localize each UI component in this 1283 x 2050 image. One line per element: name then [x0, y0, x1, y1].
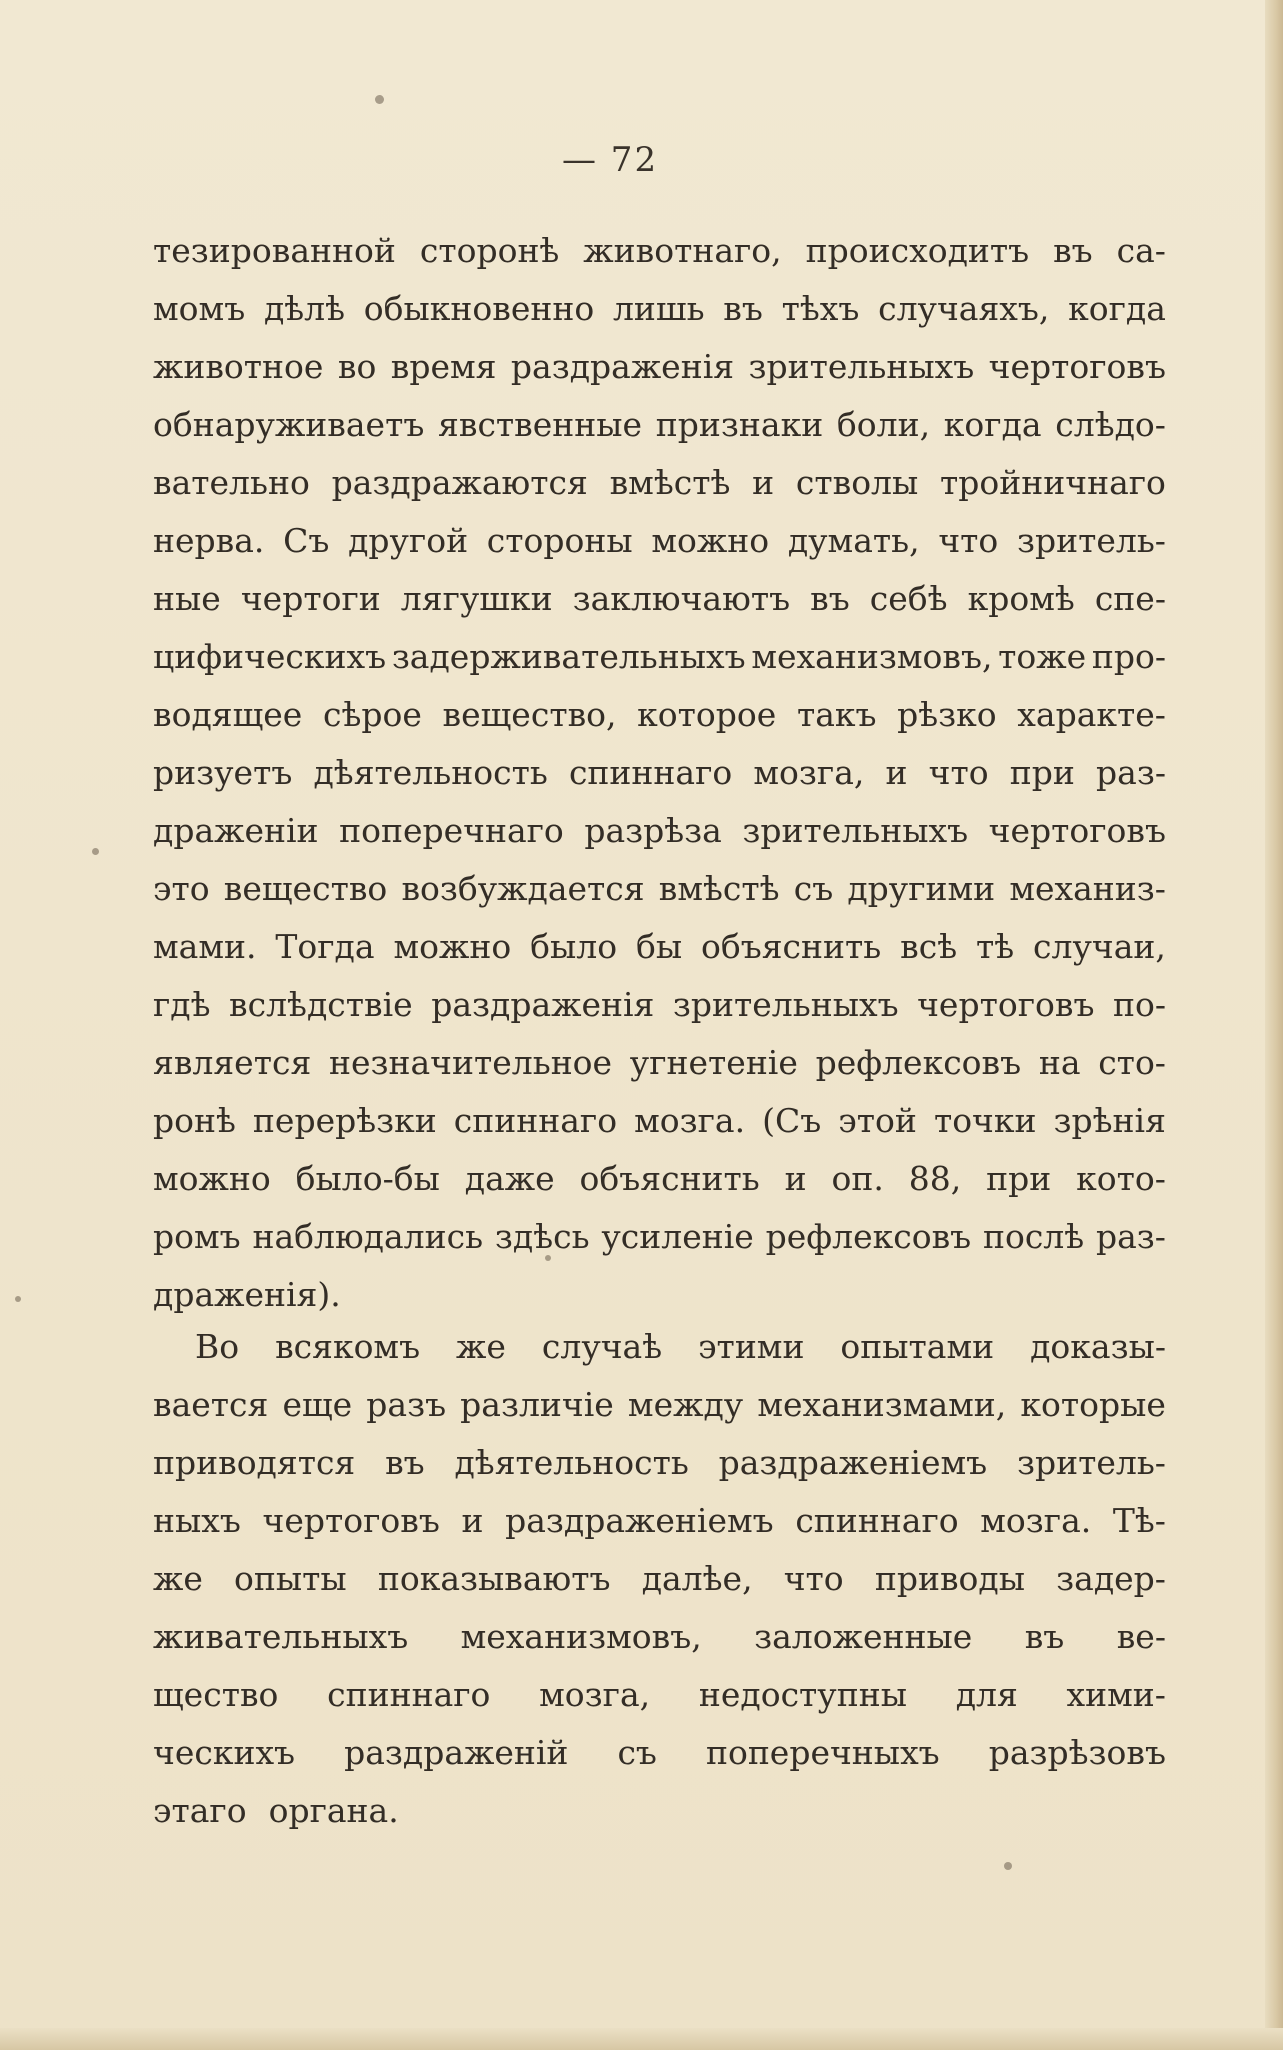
word: мозга, — [539, 1675, 651, 1714]
word: животное — [153, 347, 324, 386]
text-line — [153, 1724, 1166, 1782]
text-line — [153, 1550, 1166, 1608]
word: заложенные — [754, 1617, 973, 1656]
text-line — [153, 1092, 1166, 1150]
word: Съ — [283, 521, 330, 560]
ink-speck — [1004, 1862, 1012, 1870]
word: приводы — [874, 1559, 1025, 1598]
word: которые — [1020, 1385, 1166, 1424]
word: тоже — [998, 637, 1087, 676]
word: ромъ — [153, 1217, 241, 1256]
word: разрѣзовъ — [988, 1733, 1166, 1772]
word: происходитъ — [805, 231, 1030, 270]
word: раздраженіемъ — [718, 1443, 988, 1482]
word: разъ — [366, 1385, 447, 1424]
word: живательныхъ — [153, 1617, 409, 1656]
word: механиз- — [1009, 869, 1166, 908]
word: зрительныхъ — [742, 811, 969, 850]
word: ронѣ — [153, 1101, 236, 1140]
word: механизмовъ, — [751, 637, 993, 676]
word: что — [928, 753, 989, 792]
word: чертоги — [240, 579, 381, 618]
word: раз- — [1095, 1217, 1166, 1256]
word: дѣятельность — [313, 753, 548, 792]
word: (Съ — [762, 1101, 822, 1140]
text-line — [153, 1266, 1166, 1324]
word: послѣ — [982, 1217, 1085, 1256]
page-number: — 72 — [562, 140, 659, 180]
word: раз- — [1096, 753, 1166, 792]
word: чертоговъ — [262, 1501, 440, 1540]
word: что — [938, 521, 999, 560]
word: это — [153, 869, 210, 908]
word: зритель- — [1016, 521, 1166, 560]
word: раздраженіемъ — [505, 1501, 774, 1540]
word: вмѣстѣ — [658, 869, 780, 908]
word: момъ — [153, 289, 246, 328]
word: вательно — [153, 463, 310, 502]
word: что — [783, 1559, 844, 1598]
word: спиннаго — [795, 1501, 959, 1540]
word: усиленіе — [601, 1217, 754, 1256]
word: случаи, — [1033, 927, 1166, 966]
word: себѣ — [869, 579, 948, 618]
word: раздражаются — [331, 463, 588, 502]
word: можно — [393, 927, 512, 966]
text-line — [153, 570, 1166, 628]
word: гдѣ — [153, 985, 211, 1024]
word: тезированной — [153, 231, 396, 270]
word: поперечныхъ — [705, 1733, 940, 1772]
word: тѣхъ — [781, 289, 860, 328]
word: этой — [838, 1101, 917, 1140]
word: по- — [1112, 985, 1166, 1024]
word: наблюдались — [252, 1217, 484, 1256]
word: показываютъ — [377, 1559, 611, 1598]
word: тройничнаго — [940, 463, 1166, 502]
word: въ — [1053, 231, 1093, 270]
word: Тогда — [275, 927, 375, 966]
word: Во — [195, 1327, 240, 1366]
paragraph-2 — [153, 1318, 1166, 1840]
text-line — [153, 1034, 1166, 1092]
word: всякомъ — [275, 1327, 421, 1366]
word: раздраженія — [510, 347, 735, 386]
text-line — [153, 338, 1166, 396]
word: стороны — [486, 521, 633, 560]
word: дѣятельность — [454, 1443, 689, 1482]
word: механизмовъ, — [460, 1617, 702, 1656]
word: рѣзко — [897, 695, 997, 734]
page-edge-bottom — [0, 2028, 1283, 2050]
word: было-бы — [295, 1159, 440, 1198]
word: когда — [1068, 289, 1166, 328]
text-line — [153, 1318, 1166, 1376]
word: другими — [847, 869, 996, 908]
word: са- — [1116, 231, 1166, 270]
word: время — [390, 347, 497, 386]
word: зрѣнія — [1053, 1101, 1166, 1140]
word: кото- — [1076, 1159, 1166, 1198]
word: и — [461, 1501, 484, 1540]
word: механизмами, — [757, 1385, 1007, 1424]
word: и — [784, 1159, 807, 1198]
word: точки — [933, 1101, 1037, 1140]
word: сторонѣ — [419, 231, 560, 270]
word: ные — [153, 579, 221, 618]
word: во — [337, 347, 377, 386]
word: слѣдо- — [1055, 405, 1166, 444]
word: здѣсь — [494, 1217, 590, 1256]
text-line — [153, 1150, 1166, 1208]
word: зрительныхъ — [672, 985, 899, 1024]
ink-speck — [375, 95, 384, 104]
word: задер- — [1056, 1559, 1166, 1598]
word: этаго — [153, 1791, 247, 1830]
word: оп. — [831, 1159, 884, 1198]
word: хими- — [1066, 1675, 1166, 1714]
word: рефлексовъ — [815, 1043, 1022, 1082]
text-line — [153, 396, 1166, 454]
word: можно — [153, 1159, 271, 1198]
word: случаѣ — [541, 1327, 663, 1366]
word: при — [986, 1159, 1052, 1198]
word: задерживательныхъ — [391, 637, 746, 676]
text-line — [153, 1208, 1166, 1266]
word: заключаютъ — [572, 579, 791, 618]
word: въ — [810, 579, 850, 618]
word: на — [1038, 1043, 1081, 1082]
word: про- — [1091, 637, 1166, 676]
word: раздраженія — [431, 985, 655, 1024]
word: возбуждается — [401, 869, 645, 908]
word: же — [456, 1327, 506, 1366]
word: явственные — [438, 405, 643, 444]
word: мами. — [153, 927, 257, 966]
word: вслѣдствіе — [229, 985, 413, 1024]
word: далѣе, — [641, 1559, 753, 1598]
word: такъ — [796, 695, 877, 734]
word: лягушки — [400, 579, 553, 618]
word: кромѣ — [967, 579, 1075, 618]
word: угнетеніе — [629, 1043, 798, 1082]
text-line — [153, 1434, 1166, 1492]
word: въ — [385, 1443, 425, 1482]
word: мозга. — [634, 1101, 746, 1140]
text-line — [153, 744, 1166, 802]
word: спе- — [1094, 579, 1166, 618]
word: ческихъ — [153, 1733, 296, 1772]
word: является — [153, 1043, 312, 1082]
word: было — [530, 927, 618, 966]
word: чертоговъ — [917, 985, 1095, 1024]
word: водящее — [153, 695, 303, 734]
word: для — [955, 1675, 1018, 1714]
word: ризуетъ — [153, 753, 293, 792]
word: незначительное — [328, 1043, 613, 1082]
word: лишь — [612, 289, 705, 328]
word: еще — [282, 1385, 353, 1424]
text-line — [153, 860, 1166, 918]
word: случаяхъ, — [878, 289, 1050, 328]
word: обыкновенно — [363, 289, 595, 328]
text-line — [153, 1492, 1166, 1550]
word: ныхъ — [153, 1501, 241, 1540]
word: опыты — [234, 1559, 347, 1598]
word: этими — [698, 1327, 805, 1366]
word: драженія). — [153, 1275, 341, 1314]
word: сто- — [1098, 1043, 1166, 1082]
word: мозга, — [753, 753, 865, 792]
text-line — [153, 1376, 1166, 1434]
word: думать, — [787, 521, 920, 560]
text-line — [153, 918, 1166, 976]
word: же — [153, 1559, 203, 1598]
text-line — [153, 1782, 1166, 1840]
word: когда — [943, 405, 1042, 444]
word: дѣлѣ — [263, 289, 346, 328]
ink-speck — [15, 1296, 21, 1302]
word: перерѣзки — [252, 1101, 437, 1140]
word: поперечнаго — [339, 811, 564, 850]
word: вмѣстѣ — [609, 463, 731, 502]
text-line — [153, 454, 1166, 512]
word: раздраженій — [344, 1733, 569, 1772]
word: зритель- — [1016, 1443, 1166, 1482]
word: съ — [793, 869, 834, 908]
word: спиннаго — [568, 753, 733, 792]
word: признаки — [655, 405, 824, 444]
word: сѣрое — [322, 695, 422, 734]
text-line — [153, 512, 1166, 570]
word: объяснить — [579, 1159, 760, 1198]
word: въ — [1024, 1617, 1065, 1656]
word: всѣ — [900, 927, 958, 966]
word: которое — [637, 695, 777, 734]
word: съ — [617, 1733, 657, 1772]
word: стволы — [795, 463, 919, 502]
word: мозга. — [980, 1501, 1092, 1540]
word: и — [752, 463, 775, 502]
word: спиннаго — [453, 1101, 618, 1140]
text-line — [153, 1608, 1166, 1666]
word: разрѣза — [584, 811, 722, 850]
paragraph-1 — [153, 222, 1166, 1324]
word: вается — [153, 1385, 269, 1424]
word: характе- — [1017, 695, 1166, 734]
word: обнаруживаетъ — [153, 405, 425, 444]
word: рефлексовъ — [765, 1217, 972, 1256]
ink-speck — [92, 848, 99, 855]
word: можно — [651, 521, 770, 560]
word: спиннаго — [327, 1675, 491, 1714]
word: другой — [348, 521, 469, 560]
text-line — [153, 802, 1166, 860]
word: въ — [723, 289, 763, 328]
text-line — [153, 280, 1166, 338]
word: боли, — [836, 405, 931, 444]
word: ве- — [1116, 1617, 1166, 1656]
text-line — [153, 686, 1166, 744]
word: вещество, — [442, 695, 617, 734]
text-line — [153, 1666, 1166, 1724]
word: недоступны — [698, 1675, 907, 1714]
word: чертоговъ — [988, 811, 1166, 850]
word: опытами — [840, 1327, 995, 1366]
word: органа. — [268, 1791, 399, 1830]
word: Тѣ- — [1112, 1501, 1166, 1540]
word: доказы- — [1030, 1327, 1166, 1366]
page-edge-right — [1265, 0, 1283, 2050]
word: объяснить — [701, 927, 882, 966]
word: зрительныхъ — [748, 347, 975, 386]
word: бы — [635, 927, 683, 966]
word: нерва. — [153, 521, 265, 560]
word: различіе — [460, 1385, 614, 1424]
word: цифическихъ — [153, 637, 387, 676]
word: животнаго, — [583, 231, 782, 270]
word: тѣ — [976, 927, 1015, 966]
word: приводятся — [153, 1443, 356, 1482]
text-line — [153, 222, 1166, 280]
text-line — [153, 976, 1166, 1034]
word: при — [1009, 753, 1075, 792]
text-line — [153, 628, 1166, 686]
word: 88, — [908, 1159, 962, 1198]
word: даже — [464, 1159, 555, 1198]
word: щество — [153, 1675, 279, 1714]
word: и — [885, 753, 908, 792]
word: чертоговъ — [988, 347, 1166, 386]
word: между — [627, 1385, 744, 1424]
word: вещество — [223, 869, 388, 908]
word: драженіи — [153, 811, 319, 850]
